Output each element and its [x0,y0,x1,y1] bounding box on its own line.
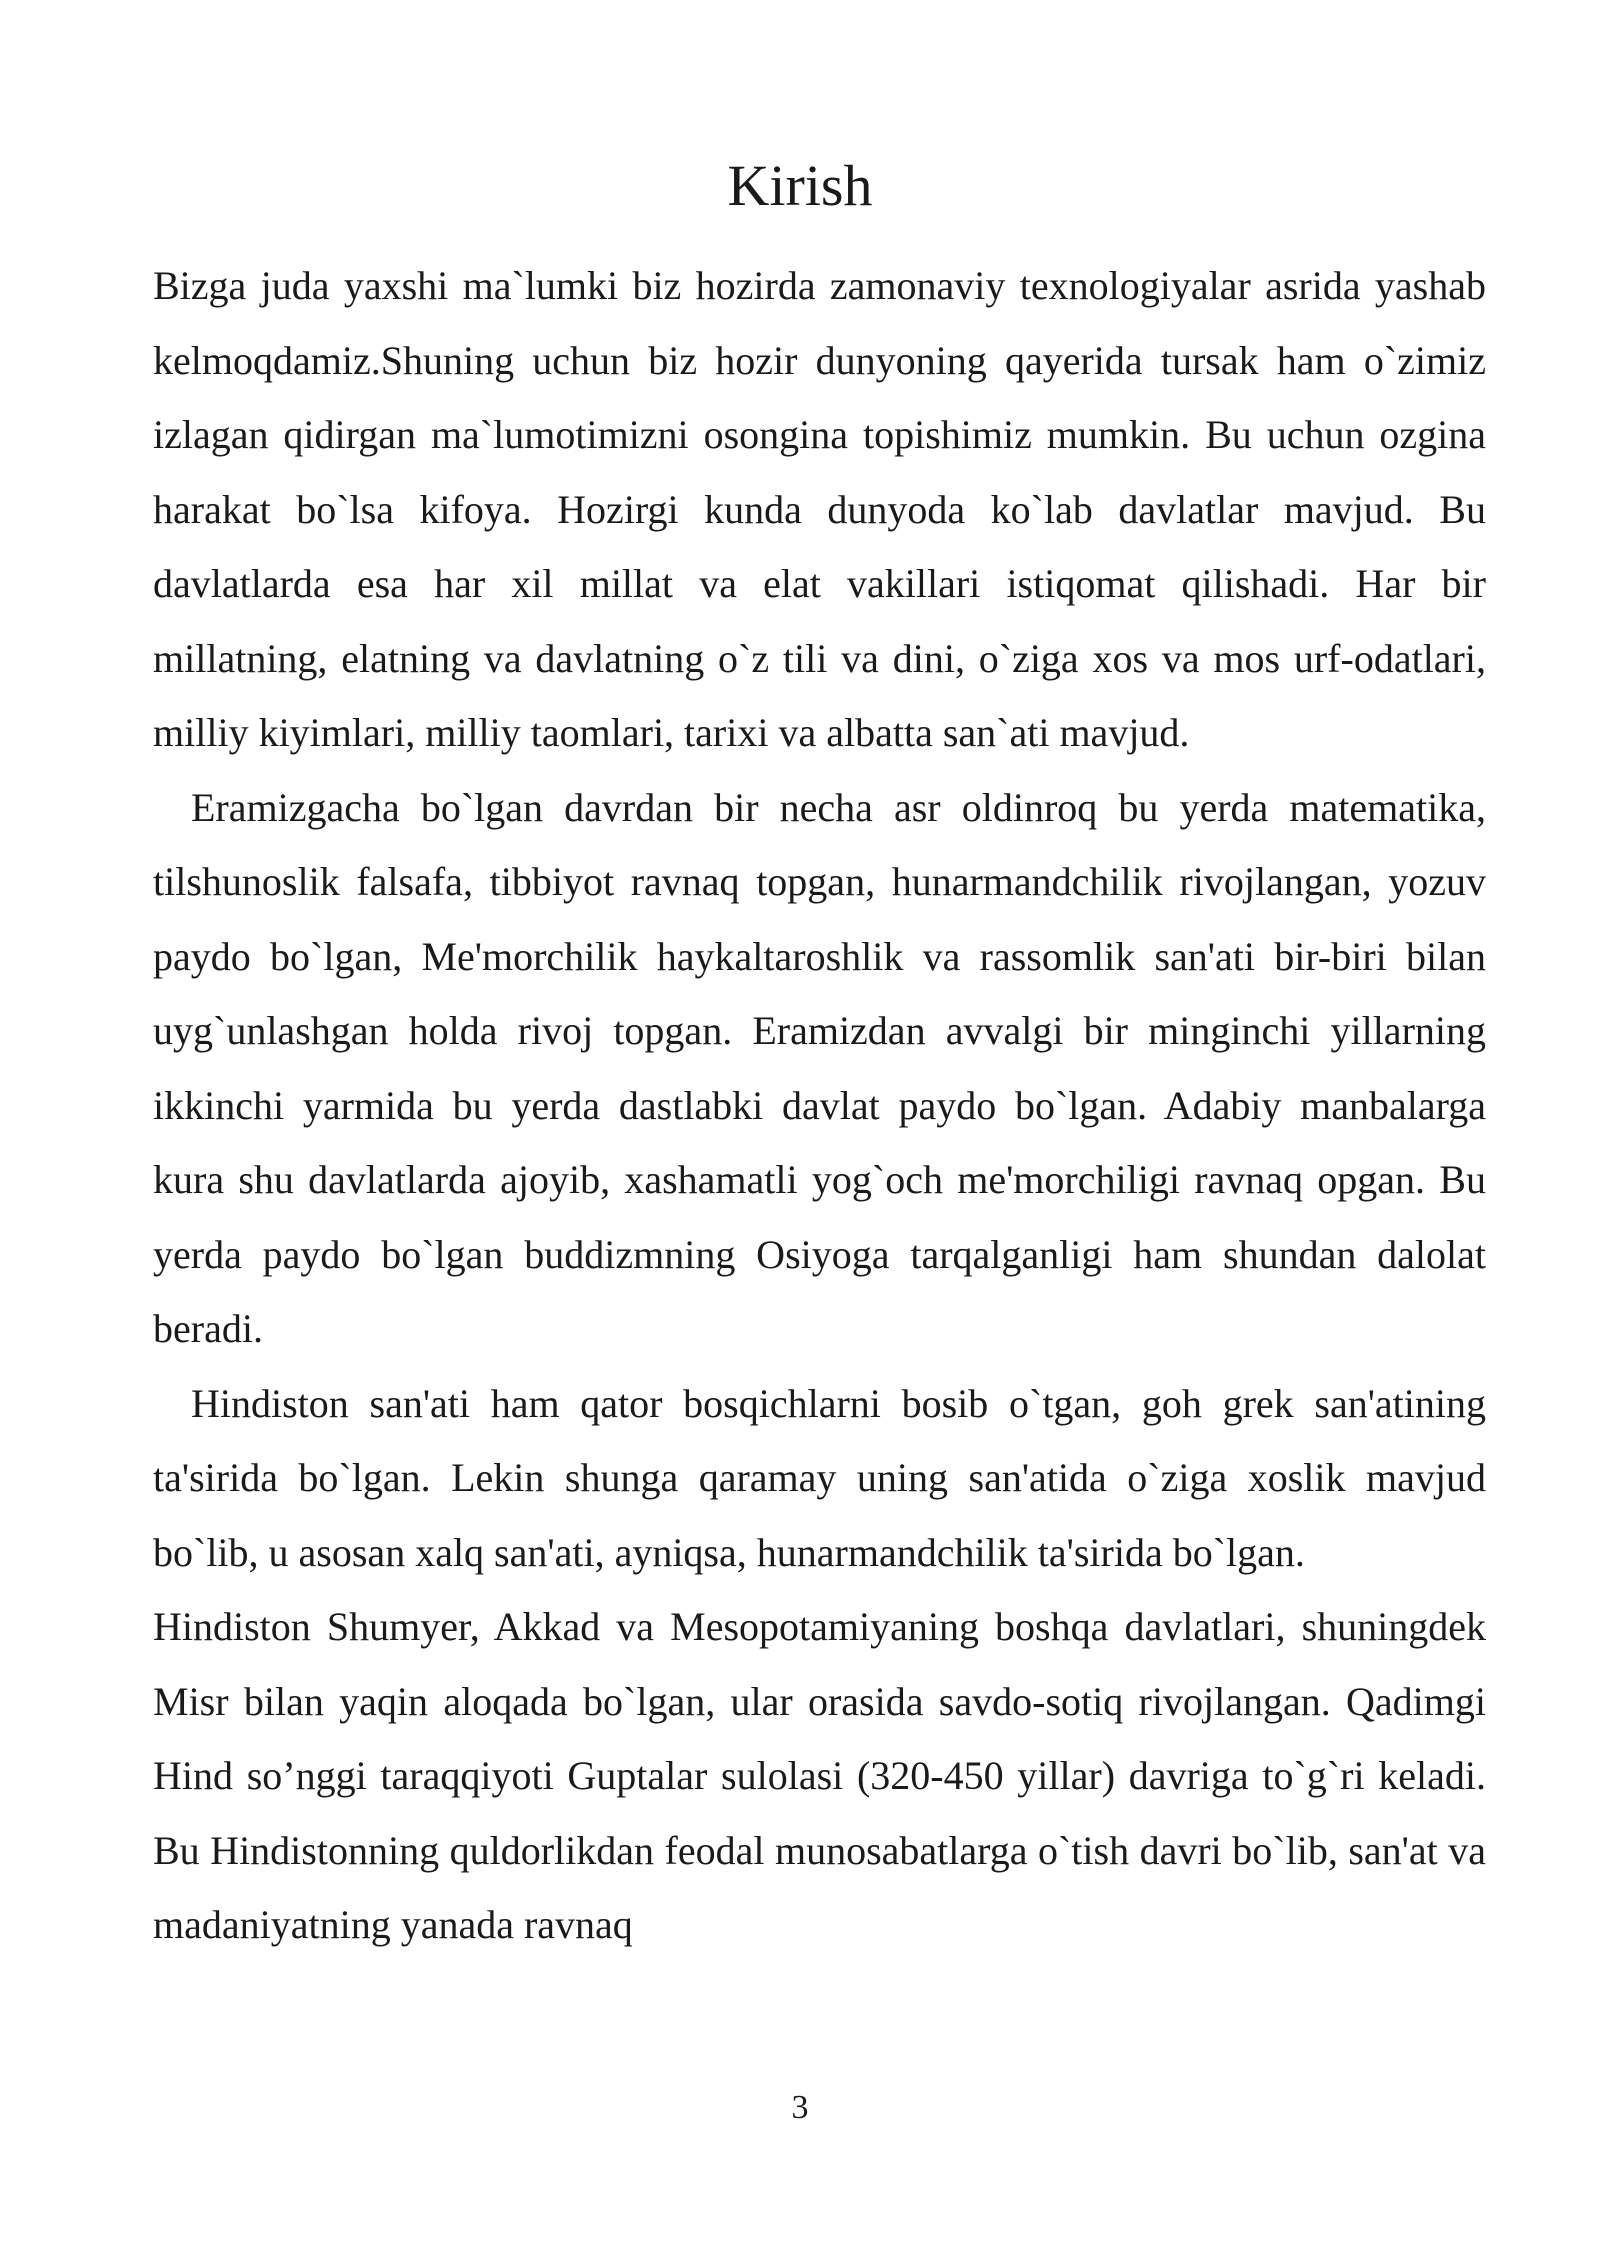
paragraph-indian-art: Hindiston san'ati ham qator bosqichlarni bosib o`tgan, goh grek san'atining ta'sirida bo`lgan. Lekin shunga qaramay uning san'atida o`ziga xoslik mavjud bo`lib, u asosan xalq san'ati, ayniqsa, hunarmandchilik ta'sirida bo`lgan. [153,1380,1486,1575]
paragraph-ancient-history: Eramizgacha bo`lgan davrdan bir necha asr oldinroq bu yerda matematika, tilshunoslik falsafa, tibbiyot ravnaq topgan, hunarmandchilik rivojlangan, yozuv paydo bo`lgan, Me'morchilik haykaltaroshlik va rassomlik san'ati bir-biri bilan uyg`unlashgan holda rivoj topgan. Eramizdan avvalgi bir minginchi yillarning ikkinchi yarmida bu yerda dastlabki davlat paydo bo`lgan. Adabiy manbalarga kura shu davlatlarda ajoyib, xashamatli yog`och me'morchiligi ravnaq opgan. Bu yerda paydo bo`lgan buddizmning Osiyoga tarqalganligi ham shundan dalolat beradi. [153,784,1486,1351]
paragraph-trade-relations: Hindiston Shumyer, Akkad va Mesopotamiyaning boshqa davlatlari, shuningdek Misr bilan yaqin aloqada bo`lgan, ular orasida savdo-sotiq rivojlangan. Qadimgi Hind so’nggi taraqqiyoti Guptalar sulolasi (320-450 yillar) davriga to`g`ri keladi. Bu Hindistonning quldorlikdan feodal munosabatlarga o`tish davri bo`lib, san'at va madaniyatning yanada ravnaq [153,1604,1486,1947]
page-title: Kirish [727,153,873,218]
page-number: 3 [791,2089,809,2126]
body-text [153,249,1486,1963]
paragraph-intro: Bizga juda yaxshi ma`lumki biz hozirda zamonaviy texnologiyalar asrida yashab kelmoqdamiz.Shuning uchun biz hozir dunyoning qayerida tursak ham o`zimiz izlagan qidirgan ma`lumotimizni osongina topishimiz mumkin. Bu uchun ozgina harakat bo`lsa kifoya. Hozirgi kunda dunyoda ko`lab davlatlar mavjud. Bu davlatlarda esa har xil millat va elat vakillari istiqomat qilishadi. Har bir millatning, elatning va davlatning o`z tili va dini, o`ziga xos va mos urf-odatlari, milliy kiyimlari, milliy taomlari, tarixi va albatta san`ati mavjud. [153,263,1486,755]
